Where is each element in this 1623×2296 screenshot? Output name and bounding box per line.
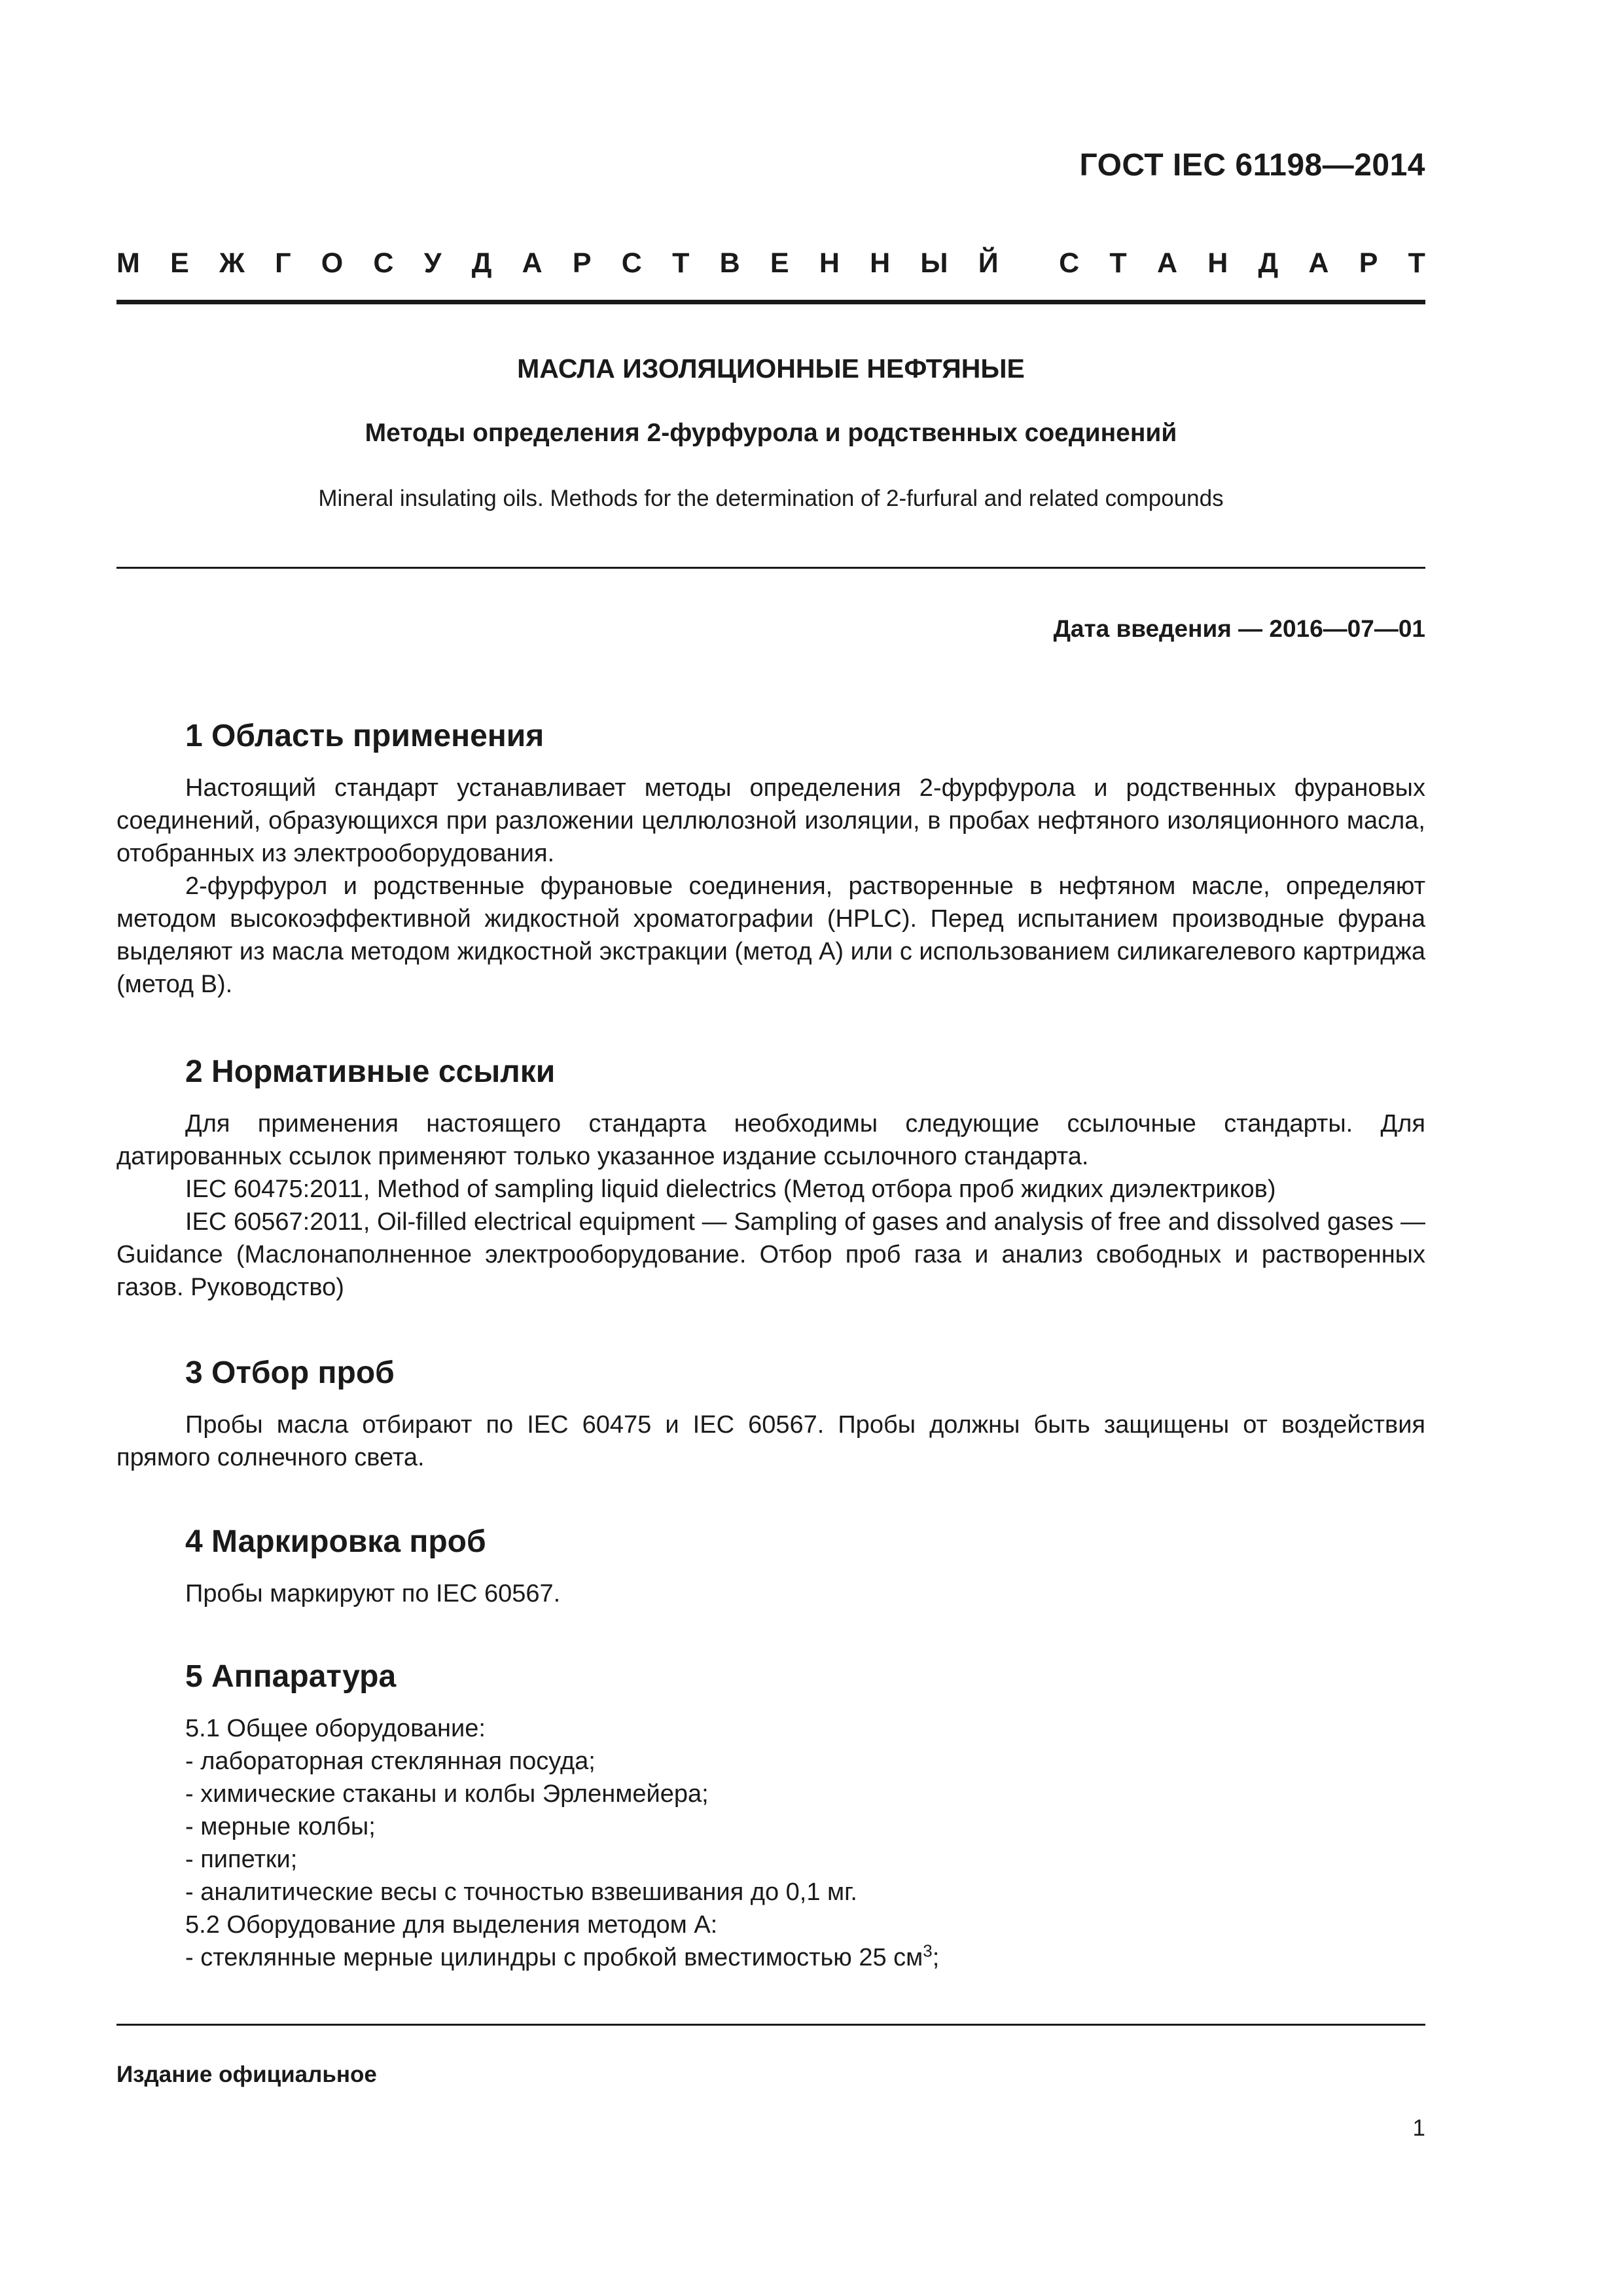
banner-letter: Е — [770, 247, 789, 279]
banner-letter: Т — [672, 247, 690, 279]
document-title-english: Mineral insulating oils. Methods for the determination of 2-furfural and related compounds — [318, 486, 1224, 511]
banner-letter: В — [719, 247, 740, 279]
list-item: - химические стаканы и колбы Эрленмейера; — [185, 1780, 709, 1808]
reference-item: IEC 60567:2011, Oil-filled electrical equipment — Sampling of gases and analysis of free and dissolved gases — Guidance (Маслонаполненное электрооборудование. Отбор проб газа и анализ свободных и растворенных газов. Руководство) — [116, 1208, 1425, 1301]
superscript: 3 — [923, 1941, 933, 1961]
banner-letter: Р — [1359, 247, 1378, 279]
banner-letter: Д — [1258, 247, 1279, 279]
paragraph: Пробы масла отбирают по IEC 60475 и IEC 60567. Пробы должны быть защищены от воздействия прямого солнечного света. — [116, 1411, 1425, 1471]
banner-letter: Ж — [219, 247, 245, 279]
interstate-standard-banner — [116, 247, 1425, 287]
banner-letter: Н — [870, 247, 891, 279]
banner-letter: Р — [572, 247, 592, 279]
list-item: - аналитические весы с точностью взвешивания до 0,1 мг. — [185, 1878, 857, 1906]
reference-item: IEC 60475:2011, Method of sampling liquid dielectrics (Метод отбора проб жидких диэлектриков) — [185, 1175, 1276, 1203]
banner-letter: С — [1059, 247, 1080, 279]
banner-letter: Т — [1109, 247, 1127, 279]
banner-letter: А — [522, 247, 543, 279]
document-title: МАСЛА ИЗОЛЯЦИОННЫЕ НЕФТЯНЫЕ — [517, 353, 1025, 384]
section-normative-references — [116, 1052, 1425, 1304]
banner-letter: Й — [978, 247, 999, 279]
section-heading: 5 Аппаратура — [185, 1659, 397, 1694]
clause-line: 5.2 Оборудование для выделения методом А: — [185, 1911, 718, 1939]
banner-letter: О — [321, 247, 344, 279]
page-number: 1 — [1412, 2115, 1425, 2141]
banner-letter: Г — [275, 247, 291, 279]
official-edition-label: Издание официальное — [116, 2062, 377, 2087]
header-rule — [116, 300, 1425, 304]
banner-letter: А — [1308, 247, 1329, 279]
list-item: - мерные колбы; — [185, 1813, 376, 1840]
banner-letter: Т — [1408, 247, 1425, 279]
banner-letter: С — [373, 247, 394, 279]
clause-line: 5.1 Общее оборудование: — [185, 1715, 486, 1742]
list-item — [185, 1941, 1425, 1974]
section-heading: 3 Отбор проб — [185, 1355, 395, 1390]
banner-letter: Н — [819, 247, 840, 279]
section-heading: 1 Область применения — [185, 719, 544, 753]
banner-letter: С — [621, 247, 642, 279]
document-subtitle: Методы определения 2-фурфурола и родственных соединений — [365, 419, 1177, 447]
banner-letter: Е — [170, 247, 189, 279]
banner-letter: Д — [471, 247, 492, 279]
list-item-end: ; — [932, 1944, 940, 1971]
paragraph: Пробы маркируют по IEC 60567. — [185, 1580, 561, 1607]
title-rule — [116, 567, 1425, 569]
banner-letter: У — [423, 247, 442, 279]
section-scope — [116, 717, 1425, 1001]
paragraph: 2-фурфурол и родственные фурановые соединения, растворенные в нефтяном масле, определяют методом высокоэффективной жидкостной хроматографии (HPLC). Перед испытанием производные фурана выделяют из масла методом жидкостной экстракции (метод А) или с использованием силикагелевого картриджа (метод В). — [116, 872, 1425, 998]
section-heading: 2 Нормативные ссылки — [185, 1054, 556, 1089]
section-heading: 4 Маркировка проб — [185, 1524, 486, 1559]
banner-letter: Ы — [920, 247, 948, 279]
paragraph: Для применения настоящего стандарта необходимы следующие ссылочные стандарты. Для датированных ссылок применяют только указанное издание ссылочного стандарта. — [116, 1110, 1425, 1170]
list-item-text: - стеклянные мерные цилиндры с пробкой вместимостью 25 см — [185, 1944, 923, 1971]
section-sample-labelling — [116, 1522, 1425, 1610]
banner-letter: М — [116, 247, 140, 279]
list-item: - пипетки; — [185, 1846, 298, 1873]
standard-designation: ГОСТ IEC 61198—2014 — [1079, 148, 1425, 183]
effective-date: Дата введения — 2016—07—01 — [1053, 615, 1425, 642]
footer-rule — [116, 2024, 1425, 2026]
paragraph: Настоящий стандарт устанавливает методы определения 2-фурфурола и родственных фурановых соединений, образующихся при разложении целлюлозной изоляции, в пробах нефтяного изоляционного масла, отобранных из электрооборудования. — [116, 774, 1425, 867]
banner-letter: А — [1156, 247, 1177, 279]
section-sampling — [116, 1354, 1425, 1474]
list-item: - лабораторная стеклянная посуда; — [185, 1748, 596, 1775]
banner-letter: Н — [1207, 247, 1228, 279]
section-apparatus — [116, 1657, 1425, 1974]
